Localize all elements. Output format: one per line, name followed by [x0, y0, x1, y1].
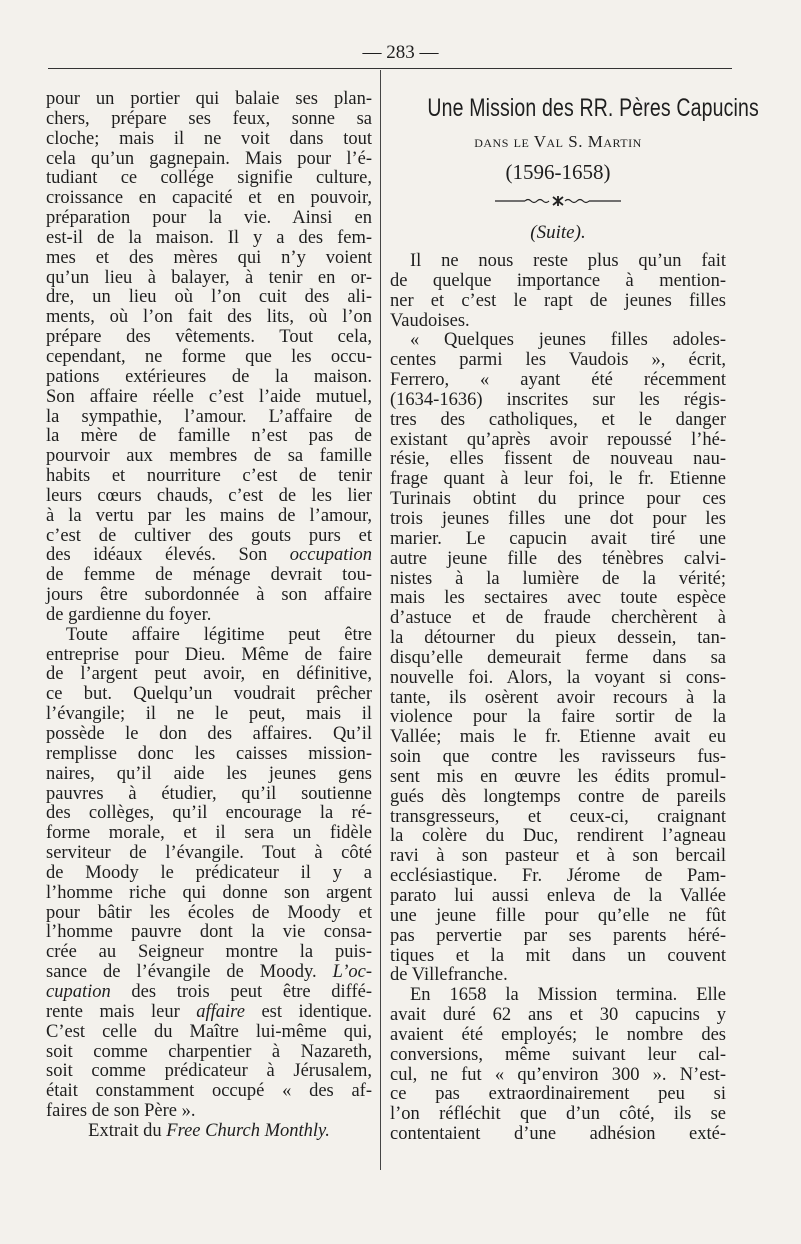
- text-line: [46, 110, 372, 130]
- line-text: était constamment occupé « des af-: [46, 1081, 372, 1102]
- text-line: [46, 507, 372, 527]
- line-text: la mère de famille n’est pas de: [46, 426, 372, 447]
- line-text: leurs cœurs chauds, c’est de les lier: [46, 485, 372, 506]
- text-line: [390, 470, 726, 490]
- line-text: cela qu’un gagnepain. Mais pour l’é-: [46, 148, 372, 169]
- text-line: [390, 827, 726, 847]
- text-line: [46, 785, 372, 805]
- text-line: [390, 1085, 726, 1105]
- line-text: des collèges, qu’il encourage la ré-: [46, 803, 372, 824]
- text-line: [46, 408, 372, 428]
- line-text: ecclésiastique. Fr. Jérome de Pam-: [390, 866, 726, 887]
- line-text: sent mis en œuvre les édits promul-: [390, 766, 726, 787]
- text-line: [390, 867, 726, 887]
- header-rule: [48, 68, 732, 69]
- text-line: [390, 431, 726, 451]
- line-text: ce but. Quelqu’un voudrait prêcher: [46, 684, 372, 705]
- text-line: [390, 490, 726, 510]
- text-line: [390, 312, 726, 332]
- text-line: [46, 665, 372, 685]
- italic-text: occupation: [289, 545, 372, 566]
- text-line: [46, 249, 372, 269]
- text-line: [46, 824, 372, 844]
- text-line: [390, 966, 726, 986]
- text-line: [46, 189, 372, 209]
- text-line: [390, 510, 726, 530]
- line-text: chers, prépare ses feux, sonne sa: [46, 108, 372, 129]
- line-text: de quelque importance à mention-: [390, 270, 726, 291]
- text-line: [390, 371, 726, 391]
- text-line: [46, 685, 372, 705]
- text-line: [46, 447, 372, 467]
- text-line: [46, 943, 372, 963]
- line-text: ravi à son pasteur et à son bercail: [390, 846, 726, 867]
- line-text: des trois peut être diffé-: [110, 981, 372, 1002]
- text-line: [46, 804, 372, 824]
- line-text: qu’un lieu à balayer, à tenir en or-: [46, 267, 372, 288]
- line-text: croissance en capacité et en pouvoir,: [46, 188, 372, 209]
- line-text: ce pas extraordinairement peu si: [390, 1084, 726, 1105]
- line-text: (1634-1636) inscrites sur les régis-: [390, 389, 726, 410]
- text-line: [46, 725, 372, 745]
- line-text: avaient été employés; le nombre des: [390, 1024, 726, 1045]
- text-line: [46, 368, 372, 388]
- line-text: pations extérieures de la maison.: [46, 366, 372, 387]
- text-line: [390, 450, 726, 470]
- line-text: dre, un lieu où l’on cuit des ali-: [46, 287, 372, 308]
- line-text: soit comme prédicateur à Jérusalem,: [46, 1061, 372, 1082]
- line-text: pauvres à étudier, qu’il soutienne: [46, 783, 372, 804]
- line-text: gués dès longtemps contre de pareils: [390, 786, 726, 807]
- line-text: tante, ils osèrent avoir recours à la: [390, 687, 726, 708]
- text-line: [46, 864, 372, 884]
- text-line: [46, 705, 372, 725]
- line-text: cloche; mais il ne voit dans tout: [46, 128, 372, 149]
- text-line: [46, 884, 372, 904]
- text-line: [46, 229, 372, 249]
- text-line: [46, 1082, 372, 1102]
- text-line: [46, 328, 372, 348]
- text-line: [46, 1043, 372, 1063]
- line-text: entreprise pour Dieu. Même de faire: [46, 644, 372, 665]
- line-text: avait duré 62 ans et 30 capucins y: [390, 1005, 726, 1026]
- text-line: [390, 331, 726, 351]
- text-line: [46, 546, 372, 566]
- line-text: parato lui aussi enleva de la Vallée: [390, 886, 726, 906]
- text-line: [390, 947, 726, 967]
- text-line: [390, 1026, 726, 1046]
- line-text: à la vertu par les mains de l’amour,: [46, 505, 372, 526]
- text-line: [390, 708, 726, 728]
- text-line: [390, 907, 726, 927]
- text-line: [46, 348, 372, 368]
- line-text: une jeune fille pour qu’elle ne fût: [390, 905, 726, 926]
- line-text: c’est de cultiver des gouts purs et: [46, 525, 372, 546]
- text-line: [46, 130, 372, 150]
- line-text: la colère du Duc, rendirent l’agneau: [390, 826, 726, 847]
- page-number: — 283 —: [362, 42, 439, 63]
- line-text: Il ne nous reste plus qu’un fait: [410, 251, 726, 271]
- line-text: « Quelques jeunes filles adoles-: [410, 330, 726, 351]
- text-line: [46, 1062, 372, 1082]
- text-line: [390, 728, 726, 748]
- line-text: Turinais obtint du prince pour ces: [390, 489, 726, 510]
- text-line: [46, 308, 372, 328]
- text-line: [390, 589, 726, 609]
- line-text: jours être subordonnée à son affaire: [46, 585, 372, 606]
- line-text: Ferrero, « ayant été récemment: [390, 370, 726, 391]
- article-title: Une Mission des RR. Pères Capucins: [427, 94, 759, 122]
- line-text: Son affaire réelle c’est l’aide mutuel,: [46, 386, 372, 407]
- line-text: mes et des mères qui n’y voient: [46, 247, 372, 268]
- line-text: prépare des vêtements. Tout cela,: [46, 327, 372, 348]
- line-text: l’homme pauvre dont la vie consa-: [46, 922, 372, 943]
- text-line: [46, 923, 372, 943]
- line-text: l’évangile; il ne le peut, mais il: [46, 704, 372, 725]
- text-line: [46, 467, 372, 487]
- line-text: pour bâtir les écoles de Moody et: [46, 902, 372, 923]
- text-line: [46, 844, 372, 864]
- text-line: [46, 983, 372, 1003]
- line-text: remplisse donc les caisses mission-: [46, 743, 372, 764]
- text-line: [390, 669, 726, 689]
- text-line: [46, 646, 372, 666]
- text-line: [390, 808, 726, 828]
- text-line: [46, 1122, 372, 1142]
- line-text: tiques et la mit dans un couvent: [390, 945, 726, 966]
- line-text: tudiant ce collége signifie culture,: [46, 168, 372, 189]
- line-text: l’on réfléchit que d’un côté, ils se: [390, 1104, 726, 1125]
- line-text: ner et c’est le rapt de jeunes filles: [390, 290, 726, 311]
- line-text: serviteur de l’évangile. Tout à côté: [46, 843, 372, 864]
- line-text: de Moody le prédicateur il y a: [46, 862, 372, 883]
- text-line: [46, 904, 372, 924]
- line-text: marier. Le capucin avait tiré une: [390, 528, 726, 549]
- text-line: [390, 927, 726, 947]
- text-line: [46, 169, 372, 189]
- text-line: [390, 1066, 726, 1086]
- line-text: Vaudoises.: [390, 310, 470, 331]
- line-text: nistes à la lumière de la vérité;: [390, 568, 726, 589]
- text-line: [46, 1102, 372, 1122]
- article-subtitle: dans le Val S. Martin: [474, 132, 642, 151]
- text-line: [390, 847, 726, 867]
- text-line: [390, 411, 726, 431]
- text-line: [390, 391, 726, 411]
- line-text: l’homme riche qui donne son argent: [46, 882, 372, 903]
- line-text: disqu’elle demeurait ferme dans sa: [390, 647, 726, 668]
- text-line: [390, 1046, 726, 1066]
- text-line: [390, 768, 726, 788]
- line-text: contentaient d’une adhésion exté-: [390, 1124, 726, 1145]
- line-text: de l’argent peut avoir, en définitive,: [46, 664, 372, 685]
- text-line: [390, 550, 726, 570]
- line-text: conversions, même suivant leur cal-: [390, 1044, 726, 1065]
- line-text: centes parmi les Vaudois », écrit,: [390, 350, 726, 371]
- line-text: C’est celle du Maître lui-même qui,: [46, 1021, 372, 1042]
- line-text: la détourner du pieux dessein, tan-: [390, 628, 726, 649]
- text-line: [390, 570, 726, 590]
- text-line: [46, 527, 372, 547]
- italic-text: cupation: [46, 981, 111, 1002]
- text-line: [46, 745, 372, 765]
- article-dates: (1596-1658): [505, 160, 611, 184]
- line-text: frage quant à leur foi, le fr. Etienne: [390, 469, 726, 490]
- text-line: [390, 530, 726, 550]
- article-suite: (Suite).: [530, 222, 586, 243]
- text-line: [390, 788, 726, 808]
- right-column: [390, 252, 726, 1145]
- text-line: [390, 748, 726, 768]
- text-line: [390, 1006, 726, 1026]
- text-line: [46, 487, 372, 507]
- line-text: pas pervertie par ses parents héré-: [390, 925, 726, 946]
- text-line: [390, 649, 726, 669]
- text-line: [46, 427, 372, 447]
- text-line: [390, 1125, 726, 1145]
- line-text: mais les sectaires avec toute espèce: [390, 588, 726, 609]
- line-text: naires, qu’il aide les jeunes gens: [46, 763, 372, 784]
- line-text: la sympathie, l’amour. L’affaire de: [46, 406, 372, 427]
- text-line: [390, 1105, 726, 1125]
- text-line: [46, 626, 372, 646]
- line-text: préparation pour la vie. Ainsi en: [46, 208, 372, 229]
- line-text: des idéaux élevés. Son: [46, 545, 290, 566]
- line-text: est identique.: [244, 1001, 372, 1022]
- line-text: possède le don des affaires. Qu’il: [46, 724, 372, 744]
- line-text: En 1658 la Mission termina. Elle: [410, 985, 726, 1006]
- text-line: [390, 252, 726, 272]
- text-line: [46, 566, 372, 586]
- line-text: soit comme charpentier à Nazareth,: [46, 1041, 372, 1062]
- line-text: d’astuce et de fraude cherchèrent à: [390, 608, 726, 629]
- line-text: nouvelle foi. Alors, la voyant si cons-: [390, 667, 726, 688]
- line-text: Toute affaire légitime peut être: [66, 624, 372, 645]
- text-line: [46, 209, 372, 229]
- ornament-divider: [495, 195, 621, 207]
- text-line: [46, 288, 372, 308]
- text-line: [46, 1003, 372, 1023]
- text-line: [46, 90, 372, 110]
- italic-text: Free Church Monthly.: [166, 1120, 330, 1141]
- line-text: forme morale, et il sera un fidèle: [46, 823, 372, 844]
- text-line: [390, 609, 726, 629]
- italic-text: L’oc-: [332, 962, 372, 983]
- text-line: [46, 150, 372, 170]
- line-text: de gardienne du foyer.: [46, 604, 212, 625]
- line-text: résie, elles fissent de nouveau nau-: [390, 449, 726, 470]
- text-line: [46, 388, 372, 408]
- text-line: [390, 986, 726, 1006]
- text-line: [390, 272, 726, 292]
- text-line: [390, 351, 726, 371]
- line-text: pour un portier qui balaie ses plan-: [46, 89, 372, 109]
- line-text: tres des catholiques, et le danger: [390, 409, 726, 430]
- line-text: soin que contre les ravisseurs fus-: [390, 747, 726, 768]
- line-text: de Villefranche.: [390, 965, 508, 986]
- line-text: cependant, ne forme que les occu-: [46, 346, 372, 367]
- italic-text: affaire: [196, 1001, 245, 1022]
- text-line: [46, 586, 372, 606]
- text-line: [390, 689, 726, 709]
- line-text: est-il de la maison. Il y a des fem-: [46, 227, 372, 248]
- text-line: [390, 629, 726, 649]
- line-text: crée au Seigneur montre la puis-: [46, 942, 372, 963]
- line-text: ments, où l’on fait des lits, où l’on: [46, 307, 372, 328]
- line-text: pourvoir aux membres de sa famille: [46, 446, 372, 467]
- line-text: existant qu’après avoir repoussé l’hé-: [390, 429, 726, 450]
- line-text: sance de l’évangile de Moody.: [46, 962, 333, 983]
- line-text: transgresseurs, et ceux-ci, craignant: [390, 806, 726, 827]
- line-text: violence pour la faire sortir de la: [390, 707, 726, 728]
- text-line: [46, 963, 372, 983]
- line-text: faires de son Père ».: [46, 1101, 196, 1122]
- line-text: rente mais leur: [46, 1001, 197, 1022]
- line-text: Extrait du: [88, 1120, 167, 1141]
- text-line: [46, 1023, 372, 1043]
- line-text: trois jeunes filles une dot pour les: [390, 508, 726, 529]
- text-line: [390, 292, 726, 312]
- text-line: [46, 765, 372, 785]
- line-text: cul, ne fut « qu’environ 300 ». N’est-: [390, 1064, 726, 1085]
- text-line: [46, 606, 372, 626]
- left-column: [46, 90, 372, 1142]
- column-divider: [380, 70, 381, 1170]
- text-line: [390, 887, 726, 907]
- text-line: [46, 269, 372, 289]
- line-text: Vallée; mais le fr. Etienne avait eu: [390, 727, 726, 748]
- line-text: autre jeune fille des ténèbres calvi-: [390, 548, 726, 569]
- line-text: habits et nourriture c’est de tenir: [46, 466, 372, 487]
- line-text: de femme de ménage devrait tou-: [46, 565, 372, 586]
